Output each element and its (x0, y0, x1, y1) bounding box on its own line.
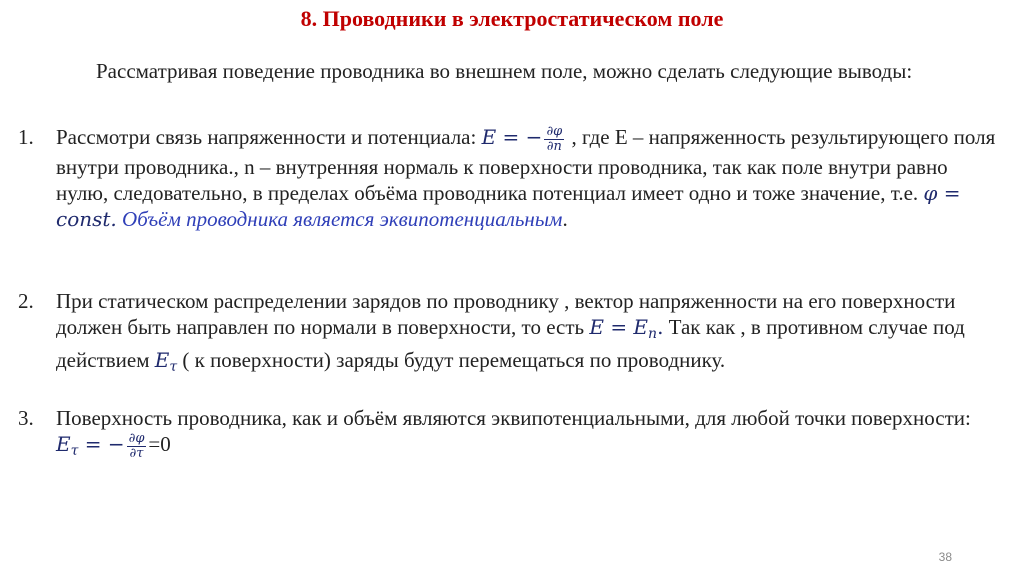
formula-equals-zero: =0 (148, 432, 171, 456)
formula-phi-const: φ = const. (56, 180, 961, 231)
list-item-1 (18, 124, 998, 232)
fraction-numerator: ∂φ (546, 123, 563, 139)
page-number: 38 (938, 550, 952, 564)
item-number: 3. (18, 406, 34, 430)
item-number: 2. (18, 289, 34, 313)
highlight-text: Объём проводника является эквипотенциальным (122, 206, 563, 231)
item-lead-text: Рассмотри связь напряженности и потенциала: (56, 125, 477, 149)
item-mid-text: Так как , в противном случае под действием (56, 315, 965, 372)
item-number: 1. (18, 125, 34, 149)
item-end-text: ( к поверхности) заряды будут перемещаться по проводнику. (182, 348, 726, 372)
fraction-denominator: ∂τ (129, 445, 144, 461)
item-body-text: результирующего поля внутри проводника., n – внутренняя нормаль к поверхности проводника, так как поле внутри равно нулю, следовательно, в пределах объёма проводника потенциал имеет одно и тоже значение, т.е. (56, 125, 996, 205)
fraction-denominator: ∂n (546, 138, 562, 154)
list-item-3 (18, 405, 998, 464)
fraction-numerator: ∂φ (128, 430, 145, 446)
slide-title: 8. Проводники в электростатическом поле (300, 6, 724, 31)
item-lead-text: При статическом распределении зарядов по проводнику , вектор напряженности на его поверхности должен быть направлен по нормали в поверхности, то есть (56, 289, 956, 339)
item-lead-text: Поверхность проводника, как и объём являются эквипотенциальными, для любой точки поверхности: (56, 406, 971, 430)
formula-e-tau: $E_\tau$ = − (56, 432, 125, 459)
formula-e-en: $E = E_n$. (589, 315, 664, 342)
intro-paragraph: Рассматривая поведение проводника во внешнем поле, можно сделать следующие выводы: (96, 59, 913, 83)
item-after-formula: , где Е – напряженность (571, 125, 786, 149)
list-item-2 (18, 288, 998, 380)
formula-e-tau: $E_\tau$ (154, 348, 178, 375)
formula-e: E = − (481, 125, 543, 149)
item-end: . (562, 206, 568, 231)
fraction-dphi-dtau (127, 432, 147, 461)
fraction-dphi-dn (544, 125, 564, 154)
